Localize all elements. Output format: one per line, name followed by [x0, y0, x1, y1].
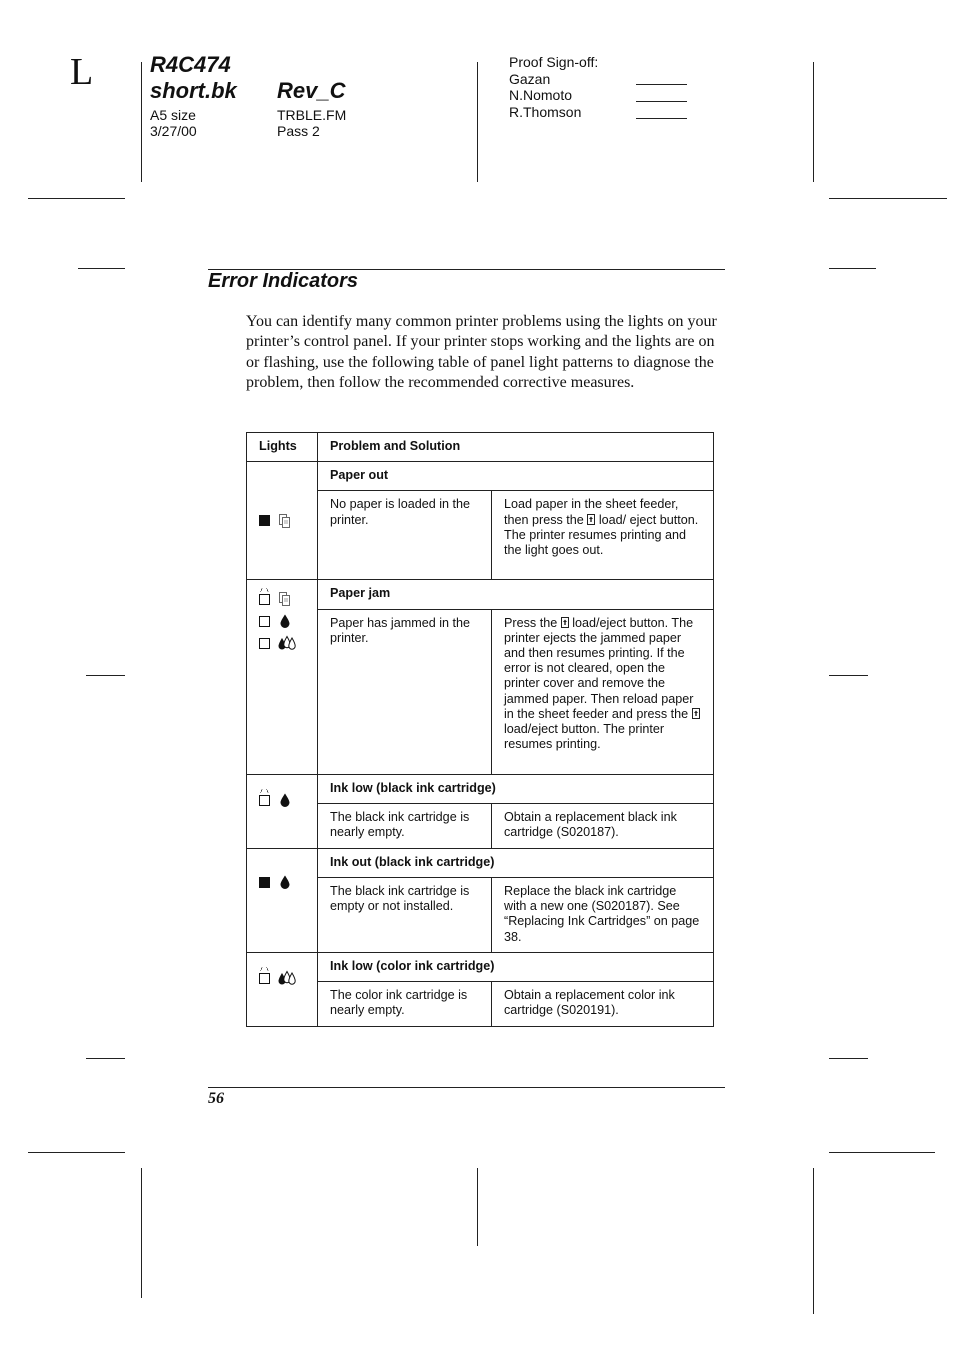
- problem-title: Ink low (color ink cartridge): [318, 952, 714, 981]
- table-row: [247, 803, 714, 848]
- cause-cell: The color ink cartridge is nearly empty.: [318, 982, 492, 1027]
- solution-cell: Press the load/eject button. The printer ejects the jammed paper and then resumes printing. If the error is not cleared, open the printer cover and remove the jammed paper. Then reload paper in the sheet feeder and press the load/eject button. The printer resumes printing.: [492, 609, 714, 774]
- table-row: [247, 580, 714, 609]
- signer: Gazan: [509, 71, 551, 87]
- cause-cell: The black ink cartridge is nearly empty.: [318, 803, 492, 848]
- load-eject-button-icon: [561, 617, 569, 628]
- light-on-indicator: [259, 877, 270, 888]
- light-flashing-indicator: [259, 973, 270, 984]
- problem-title: Ink out (black ink cartridge): [318, 848, 714, 877]
- proof-signoff-label: Proof Sign-off:: [509, 54, 599, 70]
- doc-code: R4C474: [150, 52, 231, 77]
- black-ink-drop-icon: [277, 874, 293, 890]
- table-row: [247, 982, 714, 1027]
- black-ink-drop-icon: [277, 613, 293, 629]
- problem-title: Paper jam: [318, 580, 714, 609]
- lights-cell: [247, 462, 318, 580]
- error-indicator-table: [246, 432, 714, 1027]
- column-header-lights: Lights: [247, 433, 318, 462]
- lights-cell: [247, 952, 318, 1026]
- solution-cell: Obtain a replacement black ink cartridge (S020187).: [492, 803, 714, 848]
- table-header-row: [247, 433, 714, 462]
- crop-mark: [829, 675, 868, 676]
- table-row: [247, 774, 714, 803]
- crop-mark: [86, 1058, 125, 1059]
- signature-line: [636, 118, 687, 119]
- signature-line: [636, 84, 687, 85]
- doc-date: 3/27/00: [150, 123, 197, 139]
- crop-mark: [78, 268, 125, 269]
- light-off-indicator: [259, 638, 270, 649]
- crop-mark: [829, 268, 876, 269]
- crop-mark: [28, 198, 125, 199]
- light-flashing-indicator: [259, 594, 270, 605]
- margin-letter: L: [70, 51, 94, 93]
- light-off-indicator: [259, 616, 270, 627]
- cause-cell: No paper is loaded in the printer.: [318, 491, 492, 580]
- section-title: Error Indicators: [208, 270, 359, 292]
- color-ink-drops-icon: [277, 635, 297, 651]
- crop-mark: [829, 1058, 868, 1059]
- crop-mark: [477, 1168, 478, 1246]
- problem-title: Ink low (black ink cartridge): [318, 774, 714, 803]
- revision: Rev_C: [277, 78, 346, 103]
- table-row: [247, 491, 714, 580]
- signer: N.Nomoto: [509, 87, 573, 103]
- crop-mark: [141, 1168, 142, 1298]
- pass-number: Pass 2: [277, 123, 320, 139]
- problem-title: Paper out: [318, 462, 714, 491]
- crop-mark: [28, 1152, 125, 1153]
- light-flashing-indicator: [259, 795, 270, 806]
- column-header-problem: Problem and Solution: [318, 433, 714, 462]
- crop-mark: [829, 1152, 935, 1153]
- black-ink-drop-icon: [277, 792, 293, 808]
- footer-rule: [208, 1087, 725, 1088]
- lights-cell: [247, 580, 318, 774]
- color-ink-drops-icon: [277, 970, 297, 986]
- file-name: TRBLE.FM: [277, 107, 347, 123]
- signer: R.Thomson: [509, 104, 582, 120]
- solution-cell: Load paper in the sheet feeder, then press the load/ eject button. The printer resumes printing and the light goes out.: [492, 491, 714, 580]
- table-row: [247, 609, 714, 774]
- table-row: [247, 848, 714, 877]
- solution-cell: Replace the black ink cartridge with a new one (S020187). See “Replacing Ink Cartridges” on page 38.: [492, 878, 714, 953]
- solution-cell: Obtain a replacement color ink cartridge (S020191).: [492, 982, 714, 1027]
- paper-icon: [277, 591, 293, 607]
- page-number: 56: [208, 1090, 224, 1107]
- load-eject-button-icon: [692, 708, 700, 719]
- cause-cell: The black ink cartridge is empty or not installed.: [318, 878, 492, 953]
- cause-cell: Paper has jammed in the printer.: [318, 609, 492, 774]
- load-eject-button-icon: [587, 514, 595, 525]
- signature-line: [636, 101, 687, 102]
- book-name: short.bk: [150, 78, 237, 103]
- paper-icon: [277, 513, 293, 529]
- crop-mark: [86, 675, 125, 676]
- table-row: [247, 878, 714, 953]
- crop-mark: [829, 198, 947, 199]
- light-on-indicator: [259, 515, 270, 526]
- intro-paragraph: You can identify many common printer problems using the lights on your printer’s control panel. If your printer stops working and the lights are on or flashing, use the following table of panel light patterns to diagnose the problem, then follow the recommended corrective measures.: [246, 313, 717, 391]
- crop-mark: [477, 62, 478, 182]
- lights-cell: [247, 774, 318, 848]
- crop-mark: [141, 62, 142, 182]
- crop-mark: [813, 1168, 814, 1314]
- table-row: [247, 952, 714, 981]
- crop-mark: [813, 62, 814, 182]
- page-size: A5 size: [150, 107, 196, 123]
- lights-cell: [247, 848, 318, 952]
- table-row: [247, 462, 714, 491]
